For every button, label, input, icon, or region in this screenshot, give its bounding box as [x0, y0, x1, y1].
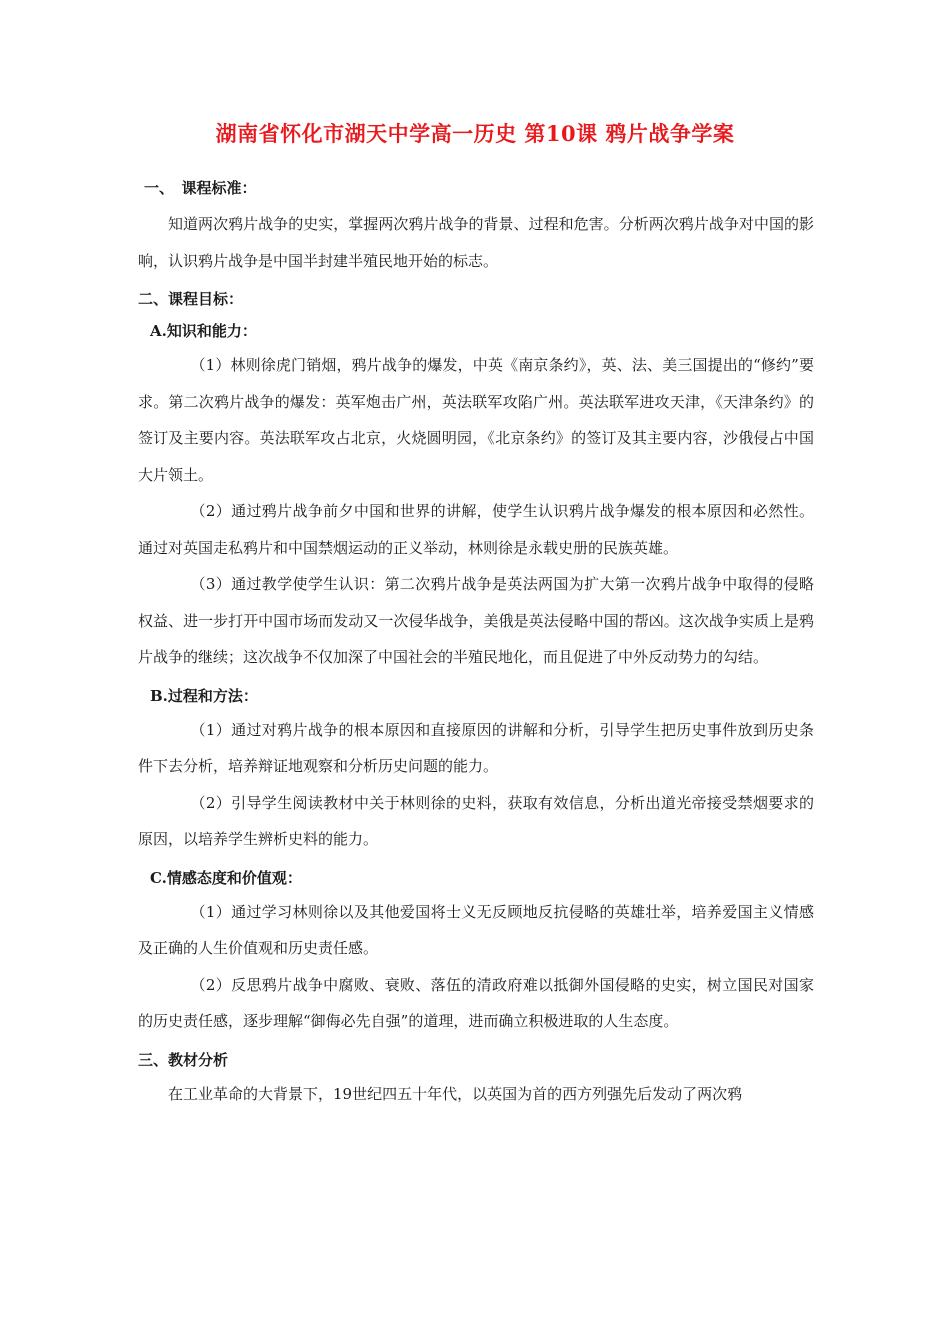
- emotion-values-paragraph-2: （2）反思鸦片战争中腐败、衰败、落伍的清政府难以抵御外国侵略的史实，树立国民对国家的历史责任感，逐步理解“御侮必先自强”的道理，进而确立积极进取的人生态度。: [138, 975, 814, 1030]
- document-body: [138, 176, 814, 1112]
- knowledge-ability-paragraph-2: （2）通过鸦片战争前夕中国和世界的讲解，使学生认识鸦片战争爆发的根本原因和必然性。通过对英国走私鸦片和中国禁烟运动的正义举动，林则徐是永载史册的民族英雄。: [138, 502, 814, 557]
- subheading-knowledge-ability: A.知识和能力：: [150, 322, 257, 340]
- section-heading-curriculum-standard: 一、 课程标准：: [144, 179, 257, 197]
- emotion-values-paragraph-1: （1）通过学习林则徐以及其他爱国将士义无反顾地反抗侵略的英雄壮举，培养爱国主义情感及正确的人生价值观和历史责任感。: [138, 902, 814, 957]
- section-heading-course-objectives: 二、课程目标：: [138, 290, 244, 308]
- document-title: 湖南省怀化市湖天中学高一历史 第10课 鸦片战争学案: [215, 121, 735, 146]
- knowledge-ability-paragraph-1: （1）林则徐虎门销烟，鸦片战争的爆发，中英《南京条约》，英、法、美三国提出的“修约”要求。第二次鸦片战争的爆发：英军炮击广州，英法联军攻陷广州。英法联军进攻天津，《天津条约》的签订及主要内容。英法联军攻占北京，火烧圆明园，《北京条约》的签订及其主要内容，沙俄侵占中国大片领土。: [138, 356, 814, 484]
- subheading-emotion-values: C.情感态度和价值观：: [150, 868, 302, 887]
- process-method-paragraph-1: （1）通过对鸦片战争的根本原因和直接原因的讲解和分析，引导学生把历史事件放到历史条件下去分析，培养辩证地观察和分析历史问题的能力。: [138, 720, 814, 775]
- knowledge-ability-paragraph-3: （3）通过教学使学生认识：第二次鸦片战争是英法两国为扩大第一次鸦片战争中取得的侵略权益、进一步打开中国市场而发动又一次侵华战争，美俄是英法侵略中国的帮凶。这次战争实质上是鸦片战争的继续；这次战争不仅加深了中国社会的半殖民地化，而且促进了中外反动势力的勾结。: [138, 575, 814, 666]
- subheading-process-method: B.过程和方法：: [150, 686, 258, 705]
- textbook-analysis-paragraph: 在工业革命的大背景下，19世纪四五十年代，以英国为首的西方列强先后发动了两次鸦: [168, 1084, 743, 1103]
- curriculum-standard-paragraph: 知道两次鸦片战争的史实，掌握两次鸦片战争的背景、过程和危害。分析两次鸦片战争对中国的影响，认识鸦片战争是中国半封建半殖民地开始的标志。: [138, 215, 814, 270]
- section-heading-textbook-analysis: 三、教材分析: [138, 1050, 229, 1069]
- process-method-paragraph-2: （2）引导学生阅读教材中关于林则徐的史料，获取有效信息，分析出道光帝接受禁烟要求的原因，以培养学生辨析史料的能力。: [138, 793, 814, 848]
